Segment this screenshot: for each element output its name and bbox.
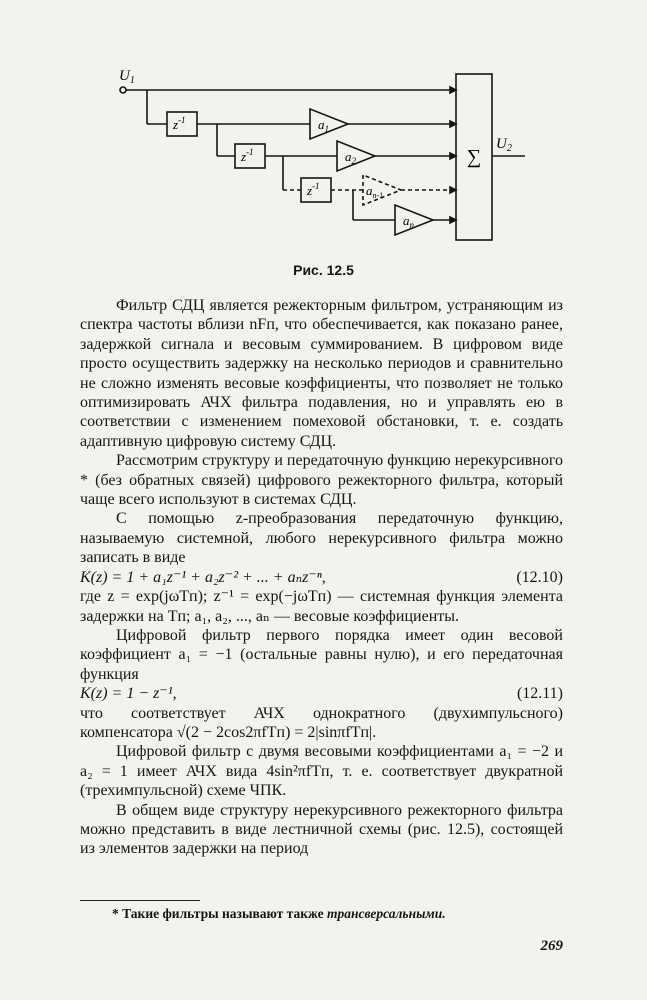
paragraph-5: Цифровой фильтр первого порядка имеет один весовой коэффициент a₁ = −1 (остальные равны нулю), и его передаточная функция <box>80 626 563 683</box>
delay-label-n-1: $z^{-1}$ <box>307 181 320 198</box>
figure-caption: Рис. 12.5 <box>293 262 354 278</box>
paragraph-7: Цифровой фильтр с двумя весовыми коэффициентами a₁ = −2 и a₂ = 1 имеет АЧХ вида 4sin²πfTп, т. е. соответствует двукратной (трехимпульсной) схеме ЧПК. <box>80 743 563 800</box>
coeff-label-a1: $a_1$ <box>318 117 329 134</box>
paragraph-2: Рассмотрим структуру и передаточную функцию нерекурсивного * (без обратных связей) цифрового режекторного фильтра, который чаще всего используют в системах СДЦ. <box>80 452 563 509</box>
coeff-label-a2: $a_2$ <box>345 149 356 166</box>
output-label: $U_2$ <box>496 136 512 154</box>
equation-12-11-body: K(z) = 1 − z⁻¹, <box>80 685 177 703</box>
input-terminal <box>120 87 126 93</box>
delay-label-1: $z^{-1}$ <box>173 115 186 132</box>
footnote-separator <box>80 900 200 901</box>
coeff-label-an: $a_n$ <box>403 213 414 230</box>
footnote: * Такие фильтры называют также трансверсальными. <box>112 906 446 921</box>
amplifier-an <box>395 205 433 235</box>
equation-12-11 <box>80 684 563 703</box>
equation-12-11-number: (12.11) <box>516 685 563 703</box>
block-diagram <box>105 62 512 262</box>
equation-12-10 <box>80 568 563 587</box>
coeff-label-a-n-1: $a_{n-1}$ <box>366 183 384 200</box>
paragraph-1: Фильтр СДЦ является режекторным фильтром, устраняющим из спектра частоты вблизи nFп, что обеспечивается, как показано ранее, задержкой сигнала и весовым суммированием. В цифровом виде просто осуществить задержку на несколько периодов и сравнительно не сложно изменять весовые коэффициенты, что позволяет не только оптимизировать АЧХ фильтра подавления, но и управлять ею в соответствии с изменением помеховой обстановки, т. е. создать адаптивную цифровую систему СДЦ. <box>80 297 563 450</box>
paragraph-8: В общем виде структуру нерекурсивного режекторного фильтра можно представить в виде лестничной схемы (рис. 12.5), состоящей из элементов задержки на период <box>80 801 563 858</box>
paragraph-4: где z = exp(jωTп); z⁻¹ = exp(−jωTп) — системная функция элемента задержки на Tп; a₁, a₂, ..., aₙ — весовые коэффициенты. <box>80 588 563 625</box>
paragraph-6: что соответствует АЧХ однократного (двухимпульсного) компенсатора √(2 − 2cos2πfTп) = 2|sinπfTп|. <box>80 704 563 741</box>
page-number: 269 <box>540 938 563 954</box>
equation-12-10-number: (12.10) <box>516 568 563 586</box>
body-text <box>80 296 563 859</box>
sum-symbol: ∑ <box>466 146 482 168</box>
delay-label-2: $z^{-1}$ <box>241 147 254 164</box>
amplifier-a2 <box>337 141 375 171</box>
paragraph-3: С помощью z-преобразования передаточную функцию, называемую системной, любого нерекурсивного фильтра можно записать в виде <box>80 510 563 567</box>
equation-12-10-body: K(z) = 1 + a₁z⁻¹ + a₂z⁻² + ... + aₙz⁻ⁿ, <box>80 568 326 586</box>
amplifier-a1 <box>310 109 348 139</box>
input-label: $U_1$ <box>119 68 135 86</box>
